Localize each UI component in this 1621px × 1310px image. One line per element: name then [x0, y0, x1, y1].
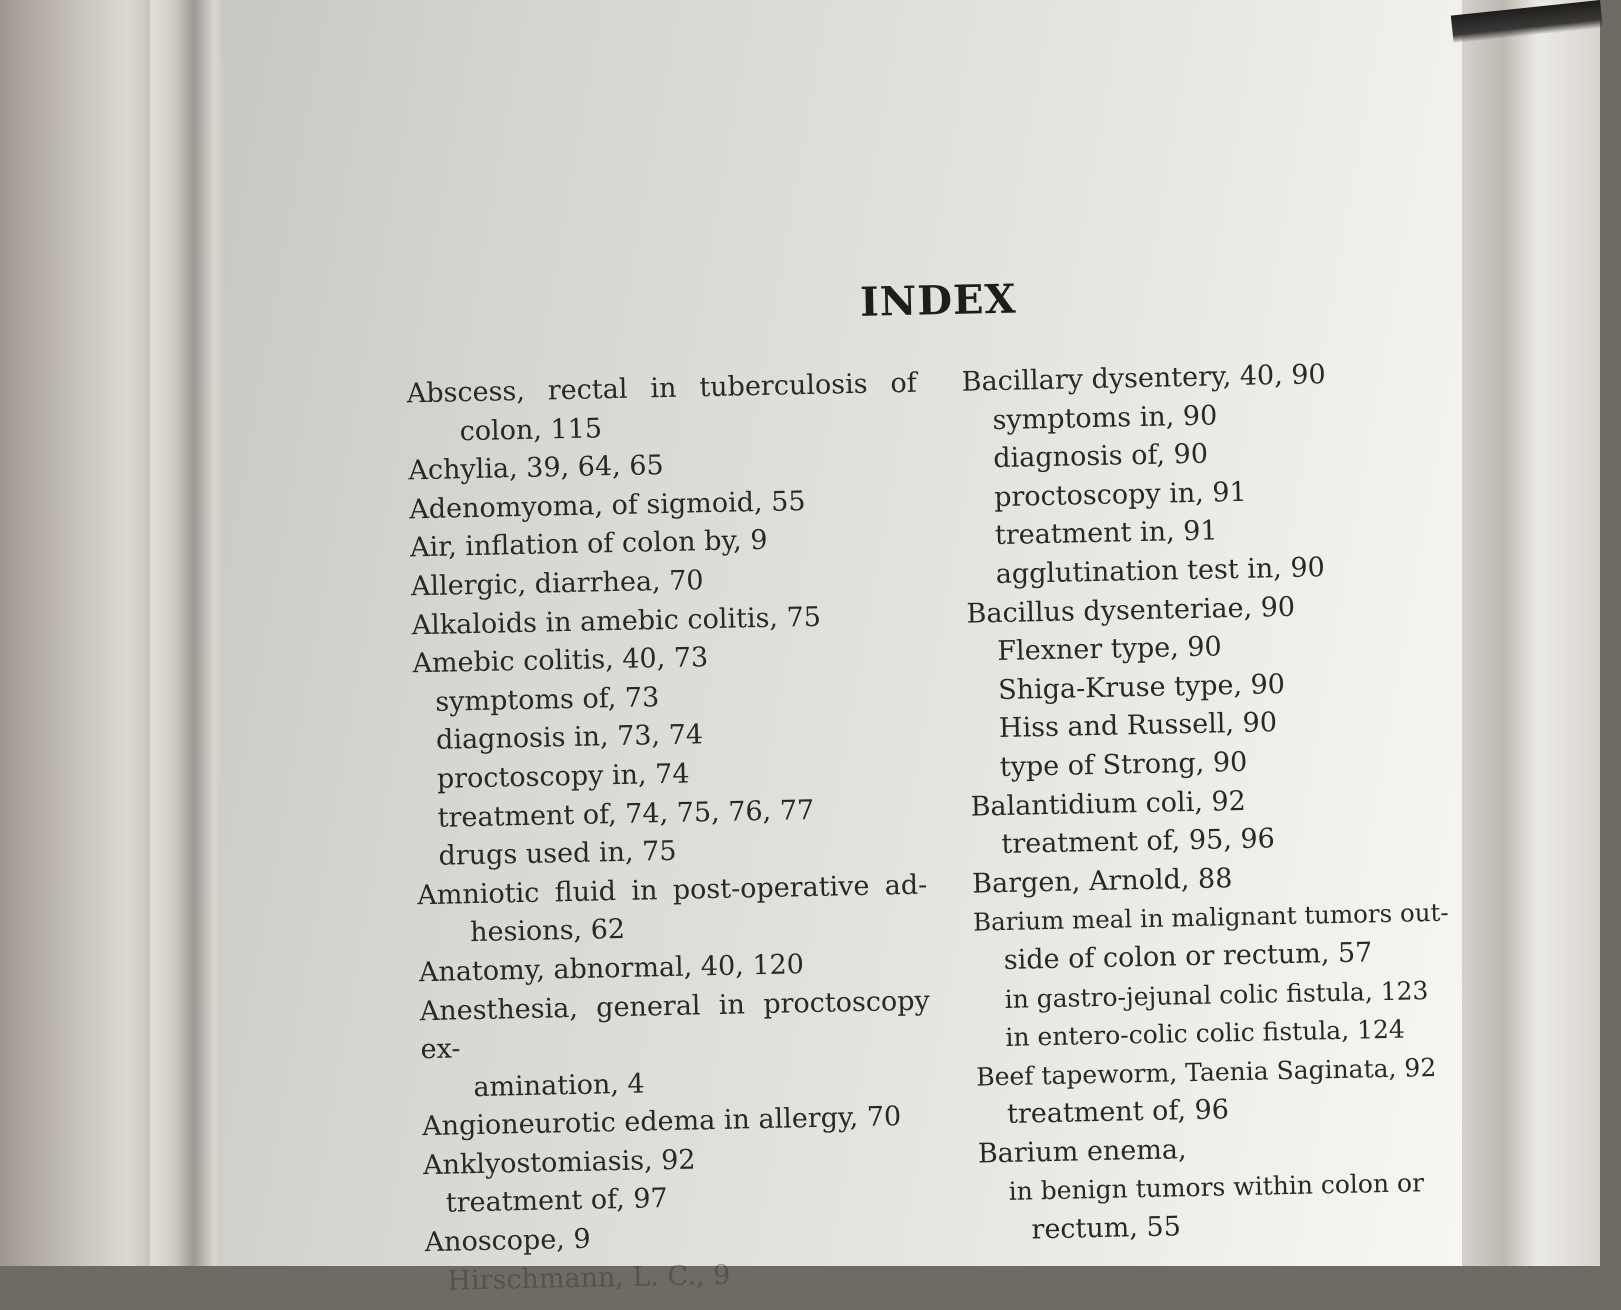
index-entry: Shiga-Kruse type, 90 [997, 668, 1286, 706]
index-entry: treatment of, 97 [445, 1183, 669, 1220]
index-entry: Abscess, rectal in tuberculosis of [406, 367, 918, 410]
index-entry: Achylia, 39, 64, 65 [408, 450, 664, 487]
index-entry: Barium enema, [977, 1134, 1187, 1170]
page-title: INDEX [859, 275, 1017, 326]
index-column-left [406, 365, 935, 1302]
index-entry: Beef tapeworm, Taenia Saginata, 92 [975, 1052, 1437, 1092]
index-entry: Angioneurotic edema in allergy, 70 [421, 1101, 902, 1143]
index-entry: type of Strong, 90 [999, 746, 1248, 783]
index-entry: Allergic, diarrhea, 70 [410, 565, 704, 603]
index-entry: treatment of, 74, 75, 76, 77 [437, 794, 815, 834]
index-column-right [961, 354, 1449, 1251]
index-entry: Anesthesia, general in proctoscopy ex- [419, 985, 931, 1066]
index-entry: drugs used in, 75 [438, 835, 677, 872]
index-entry: Flexner type, 90 [997, 631, 1222, 668]
index-entry: Hiss and Russell, 90 [998, 707, 1278, 745]
index-entry: symptoms of, 73 [434, 681, 660, 718]
index-entry: rectum, 55 [1031, 1211, 1182, 1246]
index-entry: agglutination test in, 90 [995, 552, 1326, 591]
index-entry: diagnosis of, 90 [993, 438, 1209, 475]
index-entry: treatment of, 96 [1006, 1094, 1230, 1131]
index-entry: side of colon or rectum, 57 [1003, 937, 1373, 976]
index-entry: Bargen, Arnold, 88 [971, 862, 1233, 900]
index-entry: amination, 4 [473, 1068, 645, 1103]
index-entry: treatment in, 91 [994, 515, 1218, 552]
index-entry: treatment of, 95, 96 [1001, 823, 1276, 861]
index-entry: Anklyostomiasis, 92 [422, 1144, 696, 1182]
index-entry: Balantidium coli, 92 [970, 785, 1247, 823]
index-entry: Bacillus dysenteriae, 90 [966, 591, 1296, 630]
index-entry: Amniotic fluid in post-operative ad- [417, 869, 928, 911]
index-entry: hesions, 62 [469, 914, 626, 949]
index-entry: Anoscope, 9 [424, 1223, 591, 1259]
index-entry: Barium meal in malignant tumors out- [972, 897, 1449, 937]
index-entry: in gastro-jejunal colic fistula, 123 [1004, 975, 1429, 1014]
index-entry: Amebic colitis, 40, 73 [412, 642, 709, 680]
index-entry: proctoscopy in, 91 [993, 476, 1248, 513]
index-entry: symptoms in, 90 [992, 399, 1218, 436]
index-entry: proctoscopy in, 74 [436, 758, 690, 795]
index-entry: in benign tumors within colon or [1008, 1168, 1425, 1207]
index-entry: colon, 115 [459, 412, 603, 447]
index-entry: Anatomy, abnormal, 40, 120 [418, 949, 805, 989]
index-entry: in entero-colic colic fistula, 124 [1005, 1014, 1406, 1053]
index-entry: Hirschmann, L. C., 9 [447, 1259, 731, 1297]
index-entry: Alkaloids in amebic colitis, 75 [411, 601, 822, 641]
index-entry: Adenomyoma, of sigmoid, 55 [408, 485, 806, 526]
index-entry: Bacillary dysentery, 40, 90 [961, 359, 1326, 398]
index-entry: diagnosis in, 73, 74 [435, 719, 704, 757]
index-entry: Air, inflation of colon by, 9 [409, 525, 768, 564]
